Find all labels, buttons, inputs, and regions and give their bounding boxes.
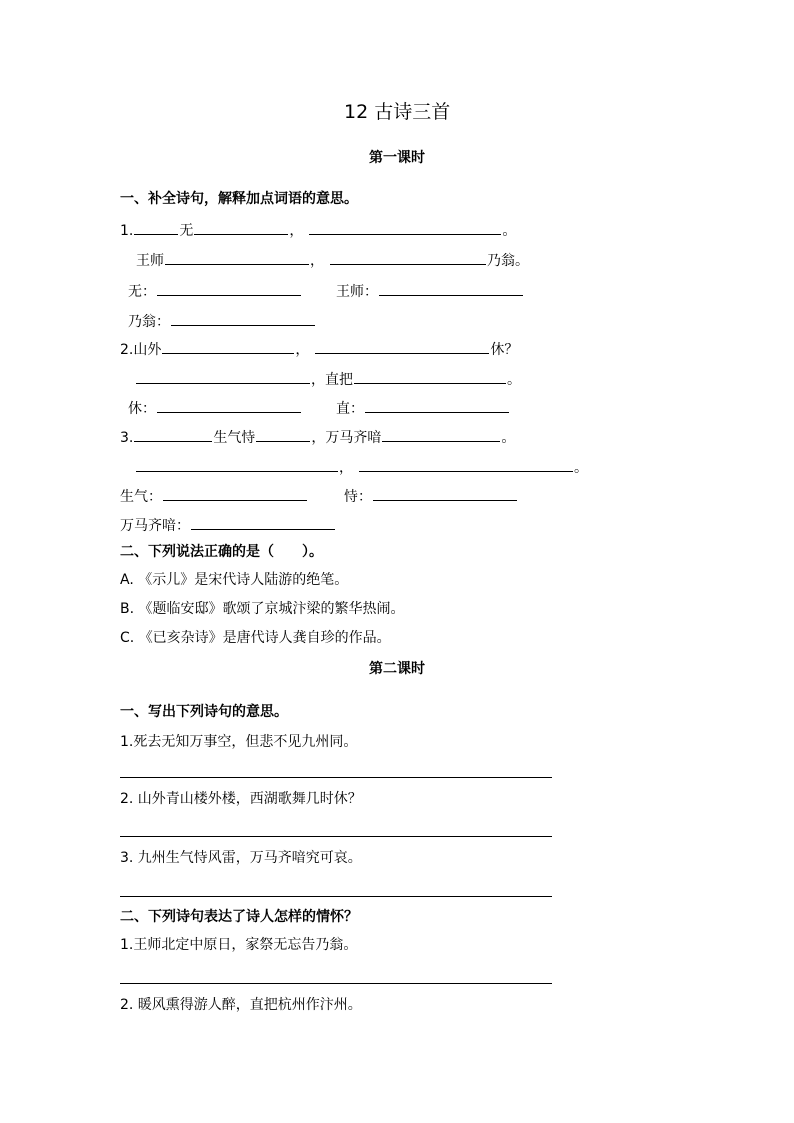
option-b[interactable] bbox=[120, 602, 405, 616]
q2-word-xiu: 休？ bbox=[490, 342, 519, 358]
punct: 。 bbox=[507, 372, 521, 388]
blank[interactable] bbox=[373, 486, 517, 501]
blank[interactable] bbox=[162, 339, 294, 354]
l2-section2-title: 二、下列诗句表达了诗人怎样的情怀？ bbox=[120, 909, 358, 925]
blank[interactable] bbox=[191, 515, 335, 530]
lesson1-heading: 第一课时 bbox=[369, 150, 425, 166]
punct: ， bbox=[310, 253, 324, 269]
q2-line2 bbox=[136, 369, 521, 387]
poem-line-5: 2. 暖风熏得游人醉，直把杭州作汴州。 bbox=[120, 997, 362, 1013]
answer-line[interactable] bbox=[120, 777, 552, 778]
poem-line-4: 1.王师北定中原日，家祭无忘告乃翁。 bbox=[120, 937, 358, 953]
punct: 。 bbox=[574, 460, 588, 476]
q1-line2 bbox=[136, 250, 529, 268]
blank[interactable] bbox=[171, 311, 315, 326]
q2-word-zhiba: ，直把 bbox=[311, 372, 353, 388]
blank[interactable] bbox=[330, 250, 486, 265]
def-wu bbox=[128, 281, 302, 299]
def-wanma bbox=[120, 515, 336, 533]
def-label: 无： bbox=[128, 284, 156, 300]
def-naiweng bbox=[128, 311, 316, 329]
option-a[interactable] bbox=[120, 573, 348, 587]
q3-line2 bbox=[136, 457, 588, 475]
q2-line1 bbox=[120, 339, 518, 357]
blank[interactable] bbox=[134, 427, 212, 442]
blank[interactable] bbox=[382, 427, 500, 442]
blank[interactable] bbox=[136, 369, 310, 384]
punct: ， bbox=[295, 342, 310, 358]
blank[interactable] bbox=[157, 398, 301, 413]
option-text: 《示儿》是宋代诗人陆游的绝笔。 bbox=[138, 572, 349, 588]
page-title: 12 古诗三首 bbox=[344, 101, 451, 123]
blank[interactable] bbox=[194, 220, 288, 235]
blank[interactable] bbox=[136, 457, 338, 472]
q1-word-wu: 无 bbox=[179, 223, 194, 239]
def-xiu bbox=[128, 398, 302, 416]
l1-section2-title: 二、下列说法正确的是（ ）。 bbox=[120, 544, 323, 560]
punct: ， bbox=[339, 460, 353, 476]
option-text: 《题临安邸》歌颂了京城汴梁的繁华热闹。 bbox=[138, 601, 405, 617]
blank[interactable] bbox=[354, 369, 506, 384]
q1-word-naiweng: 乃翁。 bbox=[487, 253, 529, 269]
blank[interactable] bbox=[165, 250, 309, 265]
l1-section1-title: 一、补全诗句，解释加点词语的意思。 bbox=[120, 191, 358, 207]
q3-word-wanma: ，万马齐喑 bbox=[311, 430, 382, 446]
blank[interactable] bbox=[134, 220, 178, 235]
punct: ， bbox=[289, 223, 304, 239]
def-label: 乃翁： bbox=[128, 314, 170, 330]
blank[interactable] bbox=[309, 220, 501, 235]
q3-word-shengqishi: 生气恃 bbox=[213, 430, 256, 446]
q3-number: 3. bbox=[120, 430, 134, 446]
q1-word-wangshi: 王师 bbox=[136, 253, 164, 269]
def-label: 王师： bbox=[336, 284, 378, 300]
lesson2-heading: 第二课时 bbox=[369, 661, 425, 677]
q1-number: 1. bbox=[120, 223, 134, 239]
option-letter: C. bbox=[120, 630, 135, 646]
punct: 。 bbox=[501, 430, 516, 446]
poem-line-3: 3. 九州生气恃风雷，万马齐喑究可哀。 bbox=[120, 850, 362, 866]
blank[interactable] bbox=[315, 339, 489, 354]
blank[interactable] bbox=[163, 486, 307, 501]
answer-line[interactable] bbox=[120, 896, 552, 897]
poem-line-2: 2. 山外青山楼外楼，西湖歌舞几时休？ bbox=[120, 791, 362, 807]
blank[interactable] bbox=[379, 281, 523, 296]
option-letter: A. bbox=[120, 572, 134, 588]
punct: 。 bbox=[502, 223, 517, 239]
blank[interactable] bbox=[359, 457, 573, 472]
option-letter: B. bbox=[120, 601, 135, 617]
answer-line[interactable] bbox=[120, 836, 552, 837]
def-shi bbox=[344, 486, 518, 504]
def-label: 生气： bbox=[120, 489, 162, 505]
q1-line1 bbox=[120, 220, 516, 238]
blank[interactable] bbox=[365, 398, 509, 413]
l2-section1-title: 一、写出下列诗句的意思。 bbox=[120, 704, 288, 720]
def-wangshi bbox=[336, 281, 524, 299]
poem-line-1: 1.死去无知万事空，但悲不见九州同。 bbox=[120, 734, 358, 750]
def-label: 直： bbox=[336, 401, 364, 417]
def-label: 万马齐喑： bbox=[120, 518, 190, 534]
answer-line[interactable] bbox=[120, 983, 552, 984]
def-shengqi bbox=[120, 486, 308, 504]
q2-word-shanwai: 山外 bbox=[133, 342, 162, 358]
q3-line1 bbox=[120, 427, 515, 445]
blank[interactable] bbox=[256, 427, 310, 442]
q2-number: 2. bbox=[120, 342, 134, 358]
def-label: 休： bbox=[128, 401, 156, 417]
def-zhi bbox=[336, 398, 510, 416]
option-c[interactable] bbox=[120, 631, 391, 645]
option-text: 《已亥杂诗》是唐代诗人龚自珍的作品。 bbox=[138, 630, 391, 646]
def-label: 恃： bbox=[344, 489, 372, 505]
blank[interactable] bbox=[157, 281, 301, 296]
